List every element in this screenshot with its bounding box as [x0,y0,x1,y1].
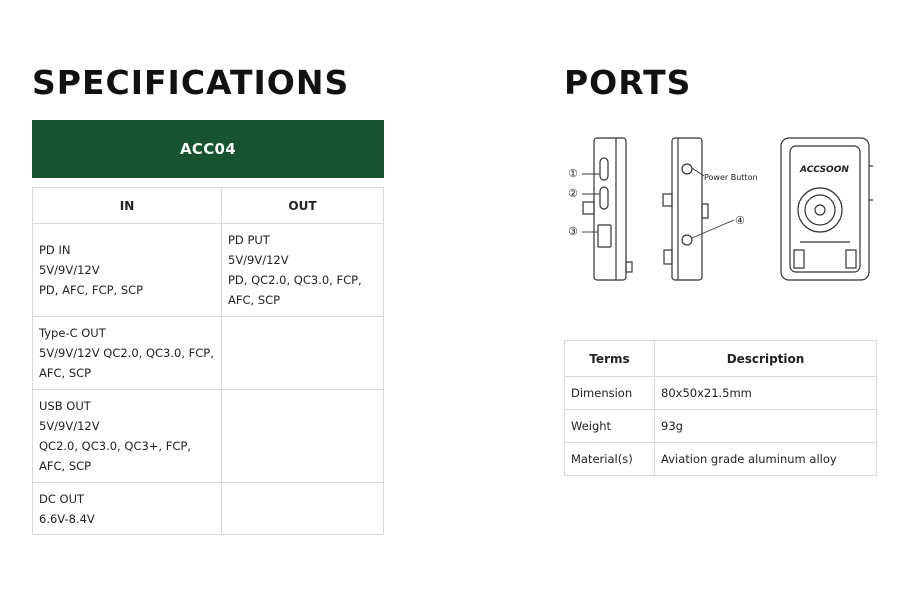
cell-line: AFC, SCP [39,366,92,380]
brand-logo: ACCSOON [800,165,849,175]
out-cell [222,224,384,317]
callout-1: ① [568,167,578,180]
device-side-view-left [583,138,632,280]
table-row [33,483,384,535]
model-banner [32,120,384,178]
table-row [33,317,384,390]
terms-table [564,340,877,476]
cell-line: PD PUT [228,233,270,247]
cell-line: QC2.0, QC3.0, QC3+, FCP, [39,439,191,453]
description-cell: Aviation grade aluminum alloy [655,443,877,476]
cell-line: 5V/9V/12V [39,419,100,433]
power-button-label: Power Button [704,173,758,182]
cell-line: USB OUT [39,399,91,413]
column-header-terms: Terms [565,341,655,377]
out-cell [222,317,384,390]
in-cell [33,317,222,390]
description-cell: 93g [655,410,877,443]
table-row [565,410,877,443]
table-header-row [565,341,877,377]
cell-line: AFC, SCP [228,293,281,307]
ports-illustration [564,132,884,287]
cell-line: PD, AFC, FCP, SCP [39,283,144,297]
column-header-description: Description [655,341,877,377]
in-cell [33,224,222,317]
column-header-in: IN [33,188,222,224]
ports-heading: PORTS [564,63,692,102]
description-cell: 80x50x21.5mm [655,377,877,410]
term-cell: Dimension [565,377,655,410]
cell-line: 5V/9V/12V [228,253,289,267]
callout-2: ② [568,187,578,200]
cell-line: PD IN [39,243,71,257]
table-row [565,443,877,476]
specifications-heading: SPECIFICATIONS [32,63,350,102]
model-name: ACC04 [180,140,236,158]
callout-4: ④ [735,214,745,227]
table-header-row [33,188,384,224]
out-cell [222,483,384,535]
cell-line: Type-C OUT [39,326,106,340]
in-cell [33,483,222,535]
out-cell [222,390,384,483]
device-front-view [781,138,873,280]
term-cell: Weight [565,410,655,443]
cell-line: 5V/9V/12V QC2.0, QC3.0, FCP, [39,346,214,360]
cell-line: AFC, SCP [39,459,92,473]
cell-line: DC OUT [39,491,85,506]
cell-line: PD, QC2.0, QC3.0, FCP, [228,273,362,287]
cell-line: 6.6V-8.4V [39,511,95,526]
table-row [565,377,877,410]
table-row [33,390,384,483]
cell-line: 5V/9V/12V [39,263,100,277]
specifications-table [32,187,384,535]
term-cell: Material(s) [565,443,655,476]
callout-3: ③ [568,225,578,238]
column-header-out: OUT [222,188,384,224]
in-cell [33,390,222,483]
ports-diagram [564,132,884,287]
table-row [33,224,384,317]
device-side-view-right [663,138,708,280]
specifications-section [32,120,384,535]
